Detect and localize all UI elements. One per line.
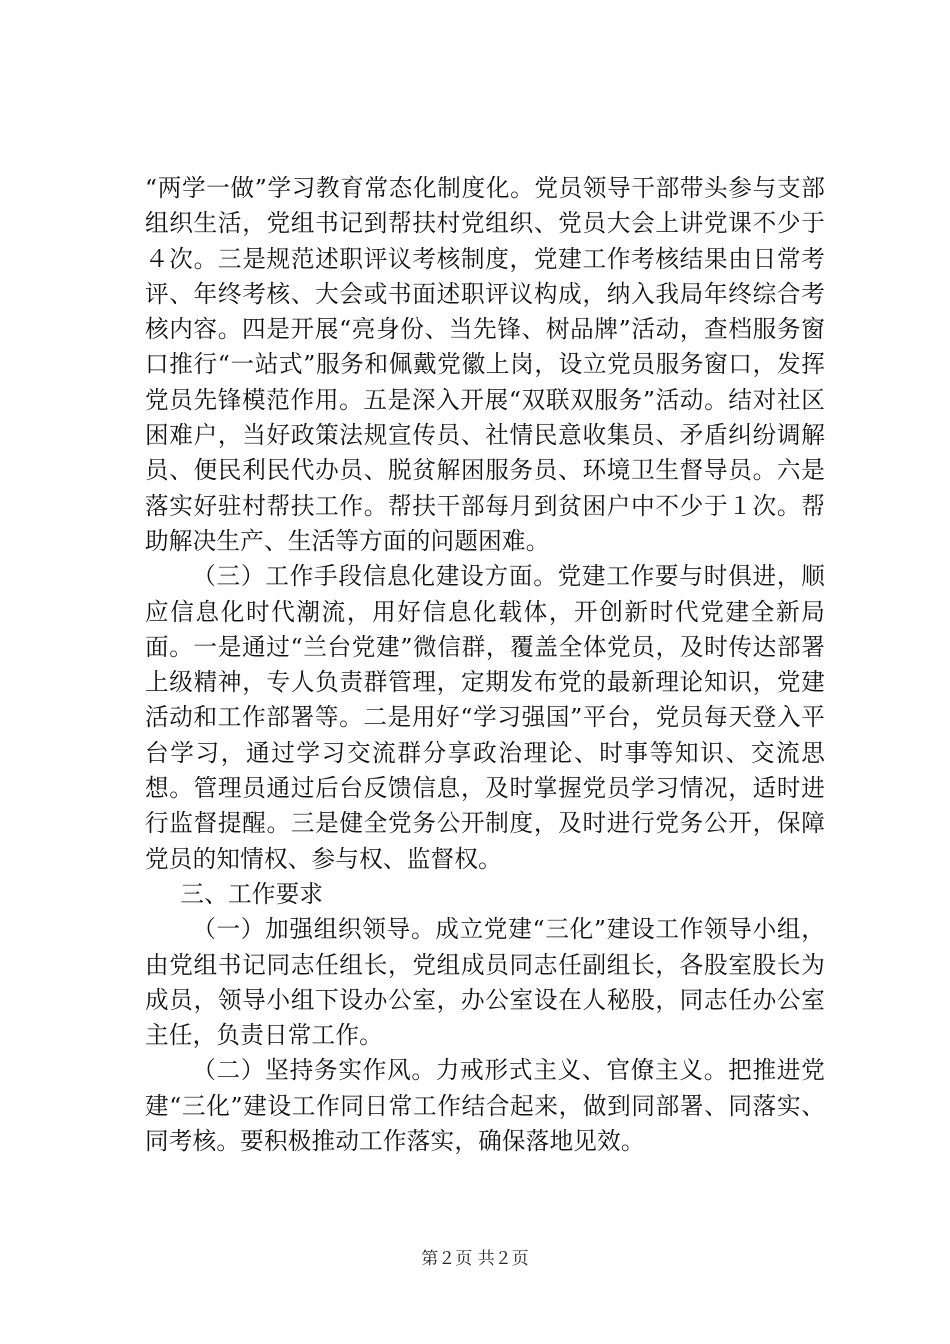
body-paragraph: “两学一做”学习教育常态化制度化。党员领导干部带头参与支部组织生活，党组书记到帮扶村党组织、党员大会上讲党课不少于４次。三是规范述职评议考核制度，党建工作考核结果由日常考评、年终考核、大会或书面述职评议构成，纳入我局年终综合考核内容。四是开展“亮身份、当先锋、树品牌”活动，查档服务窗口推行“一站式”服务和佩戴党徽上岗，设立党员服务窗口，发挥党员先锋模范作用。五是深入开展“双联双服务”活动。结对社区困难户，当好政策法规宣传员、社情民意收集员、矛盾纠纷调解员、便民利民代办员、脱贫解困服务员、环境卫生督导员。六是落实好驻村帮扶工作。帮扶干部每月到贫困户中不少于１次。帮助解决生产、生活等方面的问题困难。 (145, 174, 825, 555)
section-heading: 三、工作要求 (180, 879, 324, 908)
page-number-footer: 第２页 共２页 (421, 1249, 529, 1269)
body-paragraph: （二）坚持务实作风。力戒形式主义、官僚主义。把推进党建“三化”建设工作同日常工作结合起来，做到同部署、同落实、同考核。要积极推动工作落实，确保落地见效。 (145, 1056, 825, 1156)
document-body (145, 171, 825, 1159)
body-paragraph: （一）加强组织领导。成立党建“三化”建设工作领导小组，由党组书记同志任组长，党组成员同志任副组长，各股室股长为成员，领导小组下设办公室，办公室设在人秘股，同志任办公室主任，负责日常工作。 (145, 915, 825, 1050)
body-paragraph: （三）工作手段信息化建设方面。党建工作要与时俱进，顺应信息化时代潮流，用好信息化载体，开创新时代党建全新局面。一是通过“兰台党建”微信群，覆盖全体党员，及时传达部署上级精神，专人负责群管理，定期发布党的最新理论知识，党建活动和工作部署等。二是用好“学习强国”平台，党员每天登入平台学习，通过学习交流群分享政治理论、时事等知识、交流思想。管理员通过后台反馈信息，及时掌握党员学习情况，适时进行监督提醒。三是健全党务公开制度，及时进行党务公开，保障党员的知情权、参与权、监督权。 (145, 562, 825, 873)
